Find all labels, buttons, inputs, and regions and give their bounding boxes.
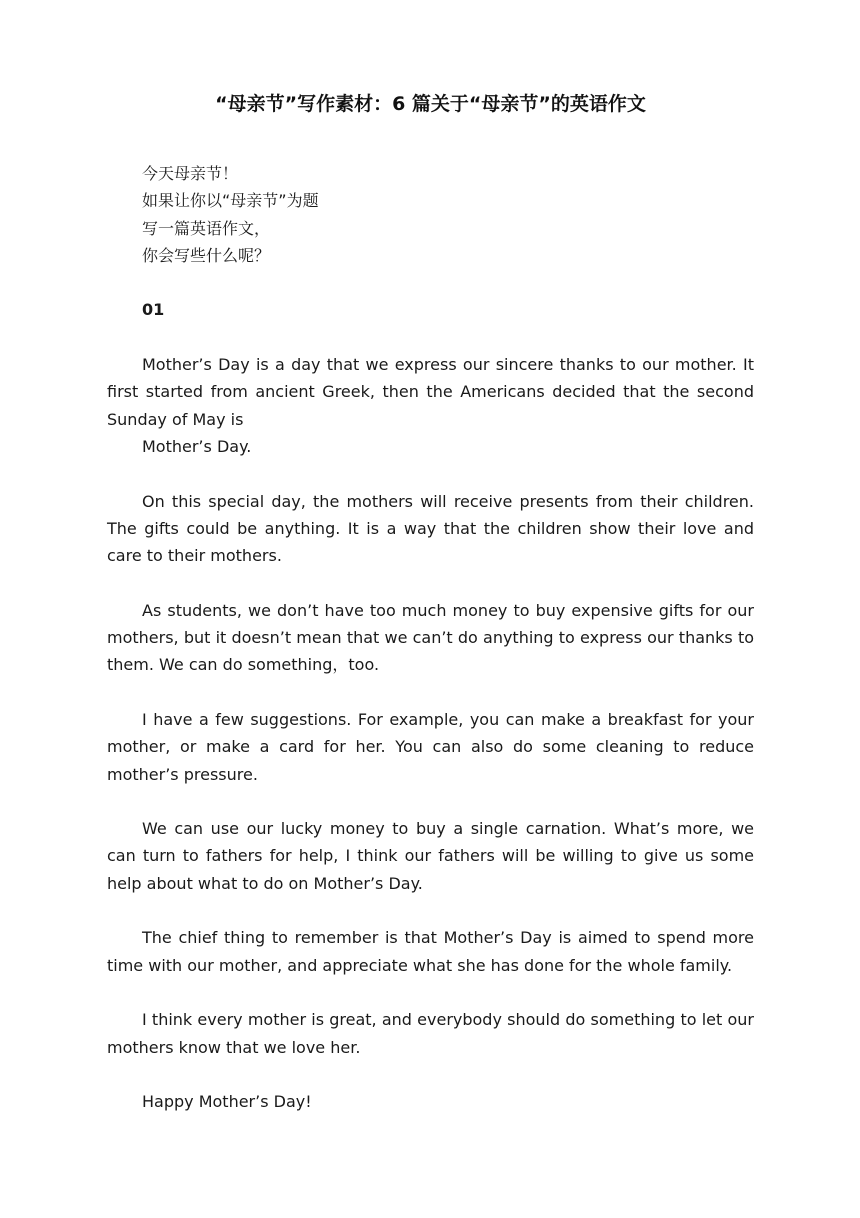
essay-paragraph-7: I think every mother is great, and everybody should do something to let our mothers know that we love her. xyxy=(107,1010,754,1057)
essay-paragraph-4: I have a few suggestions. For example, you can make a breakfast for your mother, or make a card for her. You can also do some cleaning to reduce mother’s pressure. xyxy=(107,709,754,784)
intro-line-4: 你会写些什么呢？ xyxy=(142,245,271,265)
essay-paragraph-2: On this special day, the mothers will receive presents from their children. The gifts could be anything. It is a way that the children show their love and care to their mothers. xyxy=(107,491,754,566)
essay-closing: Happy Mother’s Day! xyxy=(142,1092,312,1112)
essay-paragraph-6: The chief thing to remember is that Mother’s Day is aimed to spend more time with our mother, and appreciate what she has done for the whole family. xyxy=(107,928,754,975)
document-body xyxy=(107,160,754,1115)
essay-paragraph-5: We can use our lucky money to buy a single carnation. What’s more, we can turn to fathers for help, I think our fathers will be willing to give us some help about what to do on Mother’s Day. xyxy=(107,819,754,893)
intro-line-2: 如果让你以“母亲节”为题 xyxy=(142,191,319,211)
essay-paragraph-3: As students, we don’t have too much money to buy expensive gifts for our mothers, but it doesn’t mean that we can’t do anything to express our thanks to them. We can do something，too. xyxy=(107,600,754,675)
section-number: 01 xyxy=(142,300,165,320)
intro-block xyxy=(107,160,754,269)
essay-paragraph-1: Mother’s Day is a day that we express our sincere thanks to our mother. It first started from ancient Greek, then the Americans decided that the second Sunday of May is xyxy=(107,355,754,429)
intro-line-3: 写一篇英语作文， xyxy=(142,218,271,238)
intro-line-1: 今天母亲节！ xyxy=(142,164,239,183)
essay-paragraph-1-continuation: Mother’s Day. xyxy=(142,436,252,456)
document-title: “母亲节”写作素材：6 篇关于“母亲节”的英语作文 xyxy=(215,93,646,115)
